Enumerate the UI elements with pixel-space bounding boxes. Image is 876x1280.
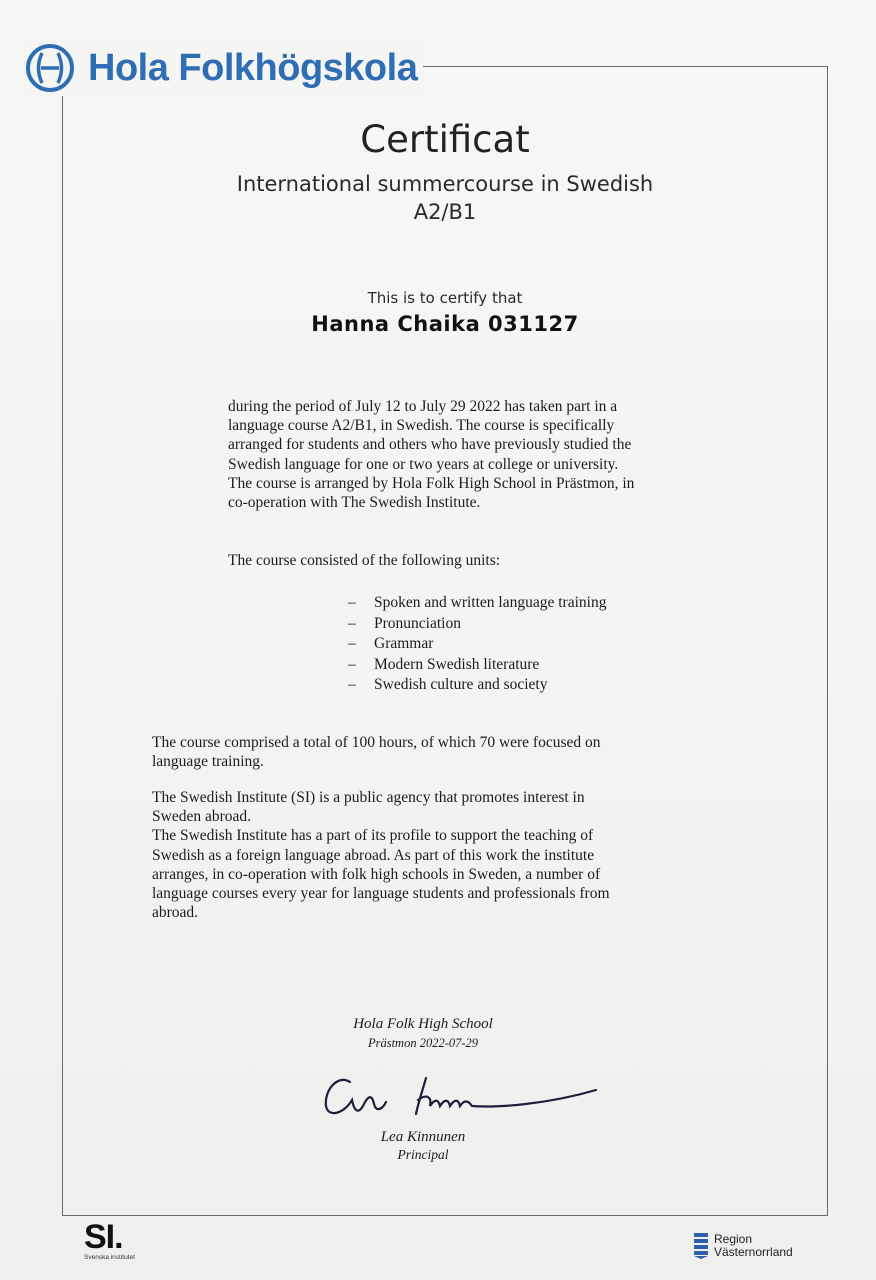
school-logo-text: Hola Folkhögskola: [88, 46, 418, 89]
si-logo-mark: SI.: [84, 1218, 123, 1256]
certificate-title: Certificat: [360, 118, 530, 161]
recipient-name: Hanna Chaika 031127: [311, 312, 579, 336]
swedish-institute-logo: [84, 1218, 135, 1261]
signature-place-date: Prästmon 2022-07-29: [367, 1036, 479, 1050]
si-logo-text: Svenska institutet: [84, 1254, 135, 1261]
region-shield-icon: [694, 1233, 708, 1259]
certify-intro: This is to certify that: [367, 289, 523, 307]
school-logo: [24, 40, 423, 96]
course-title: International summercourse in Swedish: [236, 172, 654, 196]
region-line2: Västernorrland: [714, 1245, 793, 1259]
signatory-name: Lea Kinnunen: [380, 1129, 466, 1145]
list-item: – Pronunciation: [348, 614, 606, 635]
list-item: – Grammar: [348, 634, 606, 655]
hola-circle-logo-icon: [24, 42, 76, 94]
region-logo: [694, 1233, 793, 1259]
signatory-role: Principal: [397, 1147, 449, 1162]
list-item: – Spoken and written language training: [348, 593, 606, 614]
units-intro: The course consisted of the following units:: [228, 552, 501, 569]
region-logo-text: [714, 1233, 793, 1259]
course-level: A2/B1: [413, 200, 477, 224]
institute-description: The Swedish Institute (SI) is a public agency that promotes interest in Sweden abroad. The Swedish Institute has a part of its profile to support the teaching of Swedish as a foreign language abroad. As part of this work the institute arranges, in co-operation with folk high schools in Sweden, a number of language courses every year for language students and professionals from abroad.: [152, 789, 610, 922]
signature-school: Hola Folk High School: [353, 1016, 493, 1032]
region-line1: Region: [714, 1232, 753, 1246]
course-hours: The course comprised a total of 100 hours, of which 70 were focused on language training.: [152, 734, 601, 771]
list-item: – Modern Swedish literature: [348, 655, 606, 676]
list-item: – Swedish culture and society: [348, 675, 606, 696]
handwritten-signature: [318, 1060, 608, 1130]
course-description: during the period of July 12 to July 29 2022 has taken part in a language course A2/B1, in Swedish. The course is specifically arranged for students and others who have previously studied the Swedish language for one or two years at college or university. The course is arranged by Hola Folk High School in Prästmon, in co-operation with The Swedish Institute.: [228, 398, 635, 512]
units-list: [348, 593, 606, 696]
